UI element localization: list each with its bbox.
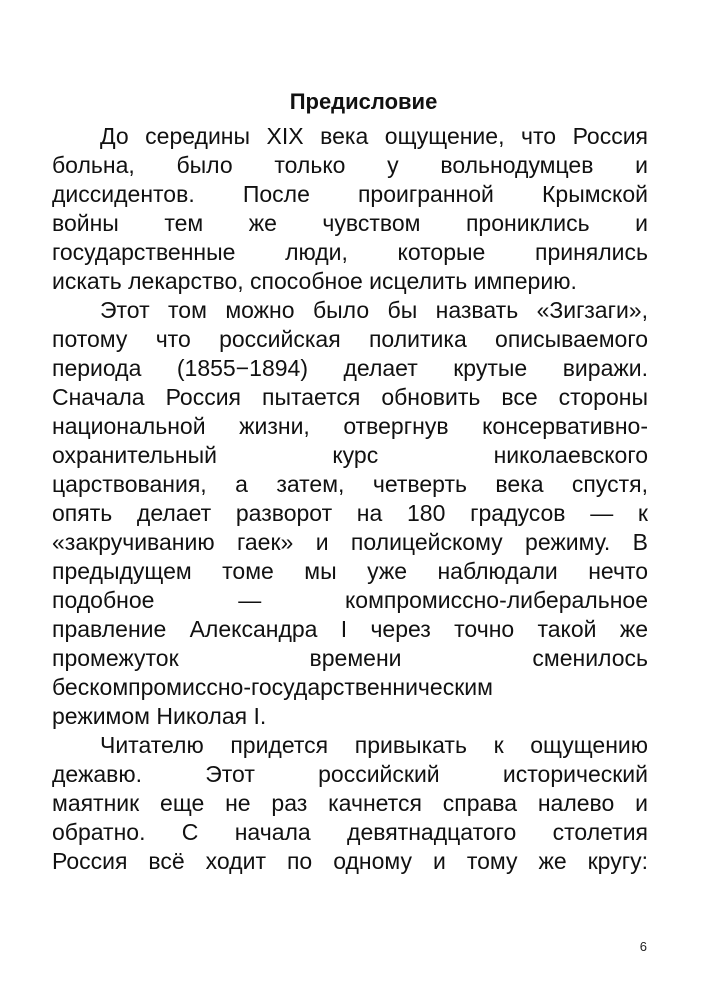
body-text <box>52 122 648 876</box>
chapter-heading: Предисловие <box>289 89 438 114</box>
text-line: Этот том можно было бы назвать «Зигзаги», <box>100 297 648 323</box>
text-line: «закручиванию гаек» и полицейскому режиму. В <box>52 529 648 555</box>
text-line: потому что российская политика описываемого <box>52 326 648 352</box>
text-line: бескомпромиссно-государственническим <box>52 674 493 700</box>
text-line: больна, было только у вольнодумцев и <box>52 152 648 178</box>
text-line: Россия всё ходит по одному и тому же кругу: <box>52 848 648 874</box>
text-line: обратно. С начала девятнадцатого столетия <box>52 819 648 845</box>
text-line: Сначала Россия пытается обновить все стороны <box>52 384 648 410</box>
text-line: охранительный курс николаевского <box>52 442 648 468</box>
text-line: национальной жизни, отвергнув консервативно- <box>52 413 648 439</box>
text-line: промежуток времени сменилось <box>52 645 648 671</box>
text-line: опять делает разворот на 180 градусов — к <box>52 500 648 526</box>
text-line: искать лекарство, способное исцелить империю. <box>52 268 577 294</box>
text-line: войны тем же чувством прониклись и <box>52 210 648 236</box>
text-line: дежавю. Этот российский исторический <box>52 761 648 787</box>
text-line: предыдущем томе мы уже наблюдали нечто <box>52 558 648 584</box>
text-line: режимом Николая I. <box>52 703 267 729</box>
page-number: 6 <box>639 939 647 954</box>
text-line: периода (1855−1894) делает крутые виражи. <box>52 355 648 381</box>
text-line: государственные люди, которые принялись <box>52 239 648 265</box>
text-line: Читателю придется привыкать к ощущению <box>100 732 648 758</box>
text-line: царствования, а затем, четверть века спустя, <box>52 471 648 497</box>
text-line: До середины XIX века ощущение, что Россия <box>100 123 648 149</box>
text-line: подобное — компромиссно-либеральное <box>52 587 648 613</box>
text-line: диссидентов. После проигранной Крымской <box>52 181 648 207</box>
text-line: маятник еще не раз качнется справа налево и <box>52 790 648 816</box>
text-line: правление Александра I через точно такой же <box>52 616 648 642</box>
